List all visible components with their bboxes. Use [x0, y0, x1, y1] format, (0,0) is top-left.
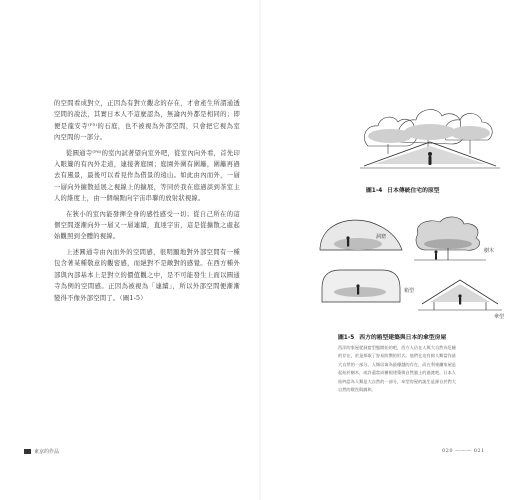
paragraph: 從圓通寺⁽ᴾ⁶⁾的室內試著望向室外吧，從室內向外看，首先印入眼簾的有內外走道，連接著庭園；庭園外圍有圍籬，圍籬再過去有風景，最後可以看見作為借景的遠山。如此由內而外，一層一層向外擴散延展之視線上的擴展，等同於我在庭過談到茶室主人的維度上，由一個端點向宇宙串聯的放射狀視線。: [54, 149, 240, 203]
footer-mark-icon: [24, 449, 31, 454]
tree-shelter-icon: [414, 217, 486, 260]
paragraph: [54, 247, 240, 304]
figure-number: 圖1-5: [338, 335, 355, 341]
footer-label: 東京的作品: [34, 449, 60, 455]
figure-title: 西方的箱型建築與日本的傘型房屋: [359, 335, 447, 341]
figure-title: 日本傳統住宅的原型: [387, 188, 440, 194]
label-box: 箱型: [404, 288, 415, 294]
label-cave: 洞窟: [376, 234, 387, 240]
paragraph-text: 上述圓通寺由內而外的空間感，很明顯地對外部空間有一種包含著某種敬意的觀密感，而絕對不是敵對的感覺。在西方種外部與內部基本上是對立的價值觀之中，是不可能發生上面以圓通寺為例的空間感。正因為被視為「連續」，所以外部空間便漸漸變得不像外部空間了。: [54, 248, 240, 302]
label-umbrella: 傘型: [494, 314, 505, 320]
page-numbers: 020 ——— 021: [442, 448, 485, 454]
label-tree: 樹木: [484, 248, 495, 254]
person-icon: [428, 152, 432, 165]
paragraph: 在狹小的室內能發揮全身的感性感受一切；從自己所在的這個空間逐漸向外一層又一層連續，直達宇宙，這是從擴散之處起始觀照到全體的視線。: [54, 210, 240, 241]
figure-reference: （圖1-5）: [119, 294, 147, 302]
body-text: [54, 98, 240, 308]
figure-number: 圖1-4: [366, 188, 383, 194]
running-footer: [24, 448, 59, 455]
paragraph: 的空間看成對立，正因為有對立觀念的存在，才會產生所謂通透空間的說法，其實日本人不這麼認為，無論內外都是相同的；即便是龍安寺⁽ᴾ⁵⁾的石庭，也不被視為外部空間，只會把它視為室內空間的一部分。: [54, 100, 240, 142]
figure-1-5-caption: [338, 332, 446, 341]
figure-1-5-description: 西洋的家屋從洞窟型態開始的吧，西方人佔在人與大自然為危險的存在，於是採取了容易防禦的形式。他們在這有抑人類當作最大自然的一部分。人類居寓為最優越的存在，而在利東瀾家屋是起始於樹木，或許還當成樹根建築與自然風土的過渡吧。日本人始終認為人類是大自然的一部分，傘型房屋的誕生是源自於對大自然的敬畏與調和。: [338, 345, 456, 393]
box-house-icon: [322, 270, 400, 302]
cave-icon: [320, 220, 402, 250]
figure-1-4-caption: [366, 185, 439, 194]
figure-1-4-illustration: [360, 88, 500, 178]
figure-1-5-illustration: [318, 210, 508, 325]
umbrella-house-icon: [418, 280, 502, 310]
